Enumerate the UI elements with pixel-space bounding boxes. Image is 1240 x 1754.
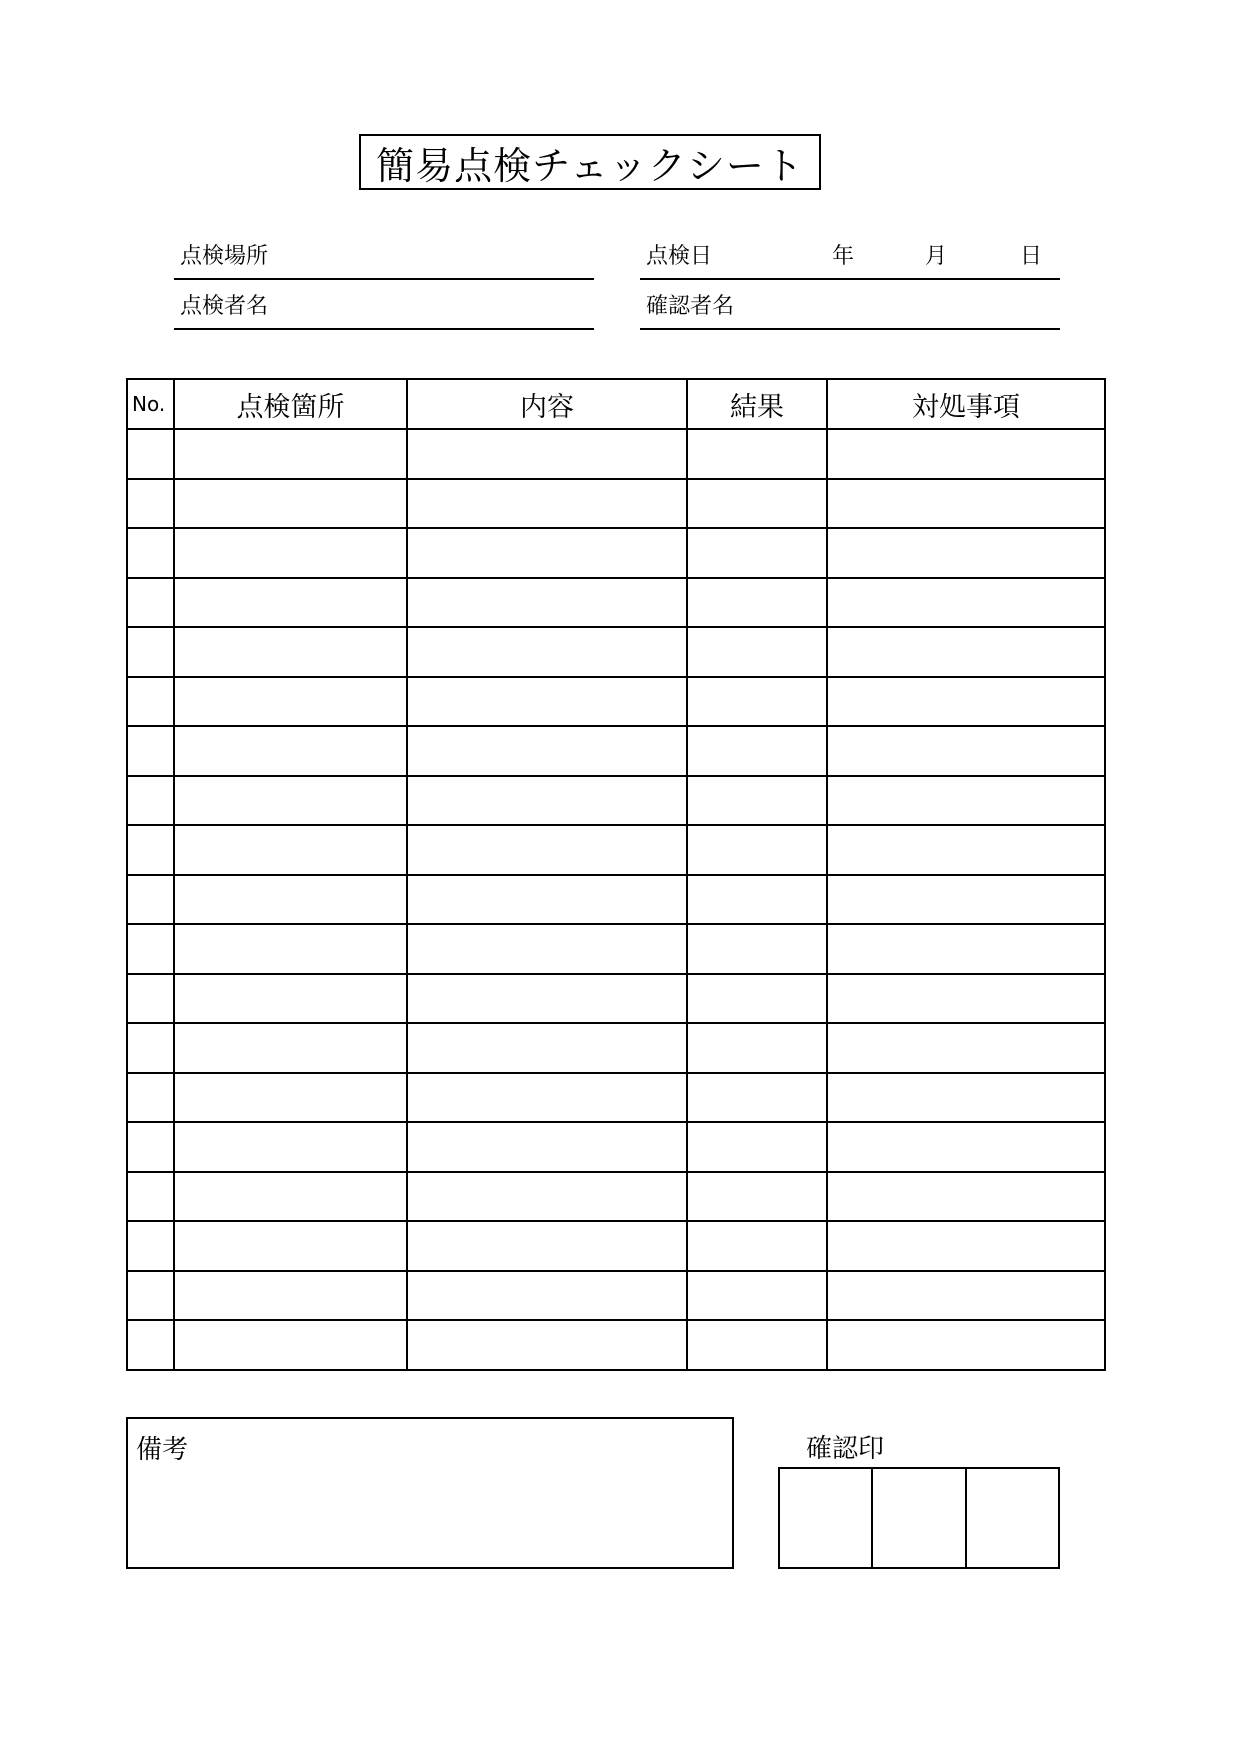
date-day-label: 日 [1020, 244, 1043, 269]
cell-location[interactable] [174, 1073, 407, 1123]
table-header-row [127, 379, 1105, 429]
cell-no[interactable] [127, 627, 174, 677]
cell-no[interactable] [127, 825, 174, 875]
stamp-cell[interactable] [967, 1469, 1058, 1567]
cell-content[interactable] [407, 726, 687, 776]
cell-location[interactable] [174, 726, 407, 776]
cell-no[interactable] [127, 1023, 174, 1073]
cell-no[interactable] [127, 429, 174, 479]
cell-result[interactable] [687, 924, 827, 974]
cell-result[interactable] [687, 479, 827, 529]
cell-location[interactable] [174, 1221, 407, 1271]
cell-action[interactable] [827, 429, 1105, 479]
cell-location[interactable] [174, 1271, 407, 1321]
date-month-label: 月 [925, 244, 948, 269]
cell-location[interactable] [174, 677, 407, 727]
cell-action[interactable] [827, 776, 1105, 826]
cell-result[interactable] [687, 429, 827, 479]
cell-action[interactable] [827, 1073, 1105, 1123]
cell-content[interactable] [407, 479, 687, 529]
cell-result[interactable] [687, 726, 827, 776]
cell-action[interactable] [827, 627, 1105, 677]
table-row [127, 1073, 1105, 1123]
cell-location[interactable] [174, 974, 407, 1024]
remarks-box[interactable] [126, 1417, 734, 1569]
cell-content[interactable] [407, 1073, 687, 1123]
cell-content[interactable] [407, 825, 687, 875]
stamp-grid [778, 1467, 1060, 1569]
page-title: 簡易点検チェックシート [359, 134, 821, 190]
cell-no[interactable] [127, 974, 174, 1024]
table-row [127, 578, 1105, 628]
table-row [127, 1221, 1105, 1271]
cell-action[interactable] [827, 1172, 1105, 1222]
cell-action[interactable] [827, 528, 1105, 578]
cell-action[interactable] [827, 479, 1105, 529]
cell-no[interactable] [127, 1073, 174, 1123]
cell-result[interactable] [687, 974, 827, 1024]
cell-result[interactable] [687, 1320, 827, 1370]
cell-location[interactable] [174, 528, 407, 578]
cell-result[interactable] [687, 825, 827, 875]
confirmer-field[interactable] [640, 294, 1060, 330]
date-label: 点検日 [646, 244, 713, 269]
cell-content[interactable] [407, 1221, 687, 1271]
cell-result[interactable] [687, 1172, 827, 1222]
table-body [127, 429, 1105, 1370]
table-row [127, 726, 1105, 776]
date-year-label: 年 [832, 244, 855, 269]
table-row [127, 1122, 1105, 1172]
cell-action[interactable] [827, 825, 1105, 875]
cell-content[interactable] [407, 1320, 687, 1370]
inspector-label: 点検者名 [180, 294, 269, 319]
table-row [127, 677, 1105, 727]
stamp-cell[interactable] [780, 1469, 873, 1567]
header-content: 内容 [407, 379, 687, 429]
table-row [127, 1320, 1105, 1370]
cell-result[interactable] [687, 1122, 827, 1172]
inspector-field[interactable] [174, 294, 594, 330]
cell-result[interactable] [687, 528, 827, 578]
location-label: 点検場所 [180, 244, 269, 269]
stamp-label: 確認印 [806, 1434, 885, 1464]
cell-location[interactable] [174, 627, 407, 677]
cell-result[interactable] [687, 776, 827, 826]
header-no: No. [127, 379, 174, 429]
cell-location[interactable] [174, 776, 407, 826]
cell-result[interactable] [687, 627, 827, 677]
cell-content[interactable] [407, 974, 687, 1024]
cell-content[interactable] [407, 875, 687, 925]
cell-no[interactable] [127, 924, 174, 974]
cell-result[interactable] [687, 578, 827, 628]
table-row [127, 924, 1105, 974]
header-action: 対処事項 [827, 379, 1105, 429]
cell-content[interactable] [407, 1172, 687, 1222]
remarks-label: 備考 [136, 1435, 189, 1465]
cell-no[interactable] [127, 479, 174, 529]
cell-location[interactable] [174, 924, 407, 974]
table-row [127, 825, 1105, 875]
inspection-table [126, 378, 1106, 1371]
cell-location[interactable] [174, 578, 407, 628]
cell-no[interactable] [127, 1122, 174, 1172]
cell-no[interactable] [127, 677, 174, 727]
cell-location[interactable] [174, 429, 407, 479]
cell-content[interactable] [407, 677, 687, 727]
table-row [127, 429, 1105, 479]
cell-content[interactable] [407, 924, 687, 974]
cell-action[interactable] [827, 875, 1105, 925]
cell-content[interactable] [407, 578, 687, 628]
header-location: 点検箇所 [174, 379, 407, 429]
cell-no[interactable] [127, 1221, 174, 1271]
cell-location[interactable] [174, 1023, 407, 1073]
cell-no[interactable] [127, 1172, 174, 1222]
table-row [127, 1023, 1105, 1073]
cell-content[interactable] [407, 1023, 687, 1073]
cell-action[interactable] [827, 578, 1105, 628]
cell-no[interactable] [127, 875, 174, 925]
table-row [127, 974, 1105, 1024]
confirmer-label: 確認者名 [646, 294, 735, 319]
cell-location[interactable] [174, 1122, 407, 1172]
cell-content[interactable] [407, 1122, 687, 1172]
cell-no[interactable] [127, 726, 174, 776]
cell-result[interactable] [687, 1023, 827, 1073]
cell-content[interactable] [407, 776, 687, 826]
cell-action[interactable] [827, 1221, 1105, 1271]
cell-action[interactable] [827, 1320, 1105, 1370]
header-result: 結果 [687, 379, 827, 429]
cell-action[interactable] [827, 1023, 1105, 1073]
cell-result[interactable] [687, 1073, 827, 1123]
cell-action[interactable] [827, 924, 1105, 974]
cell-no[interactable] [127, 776, 174, 826]
cell-action[interactable] [827, 677, 1105, 727]
cell-result[interactable] [687, 1271, 827, 1321]
cell-content[interactable] [407, 1271, 687, 1321]
cell-no[interactable] [127, 1320, 174, 1370]
cell-no[interactable] [127, 528, 174, 578]
cell-location[interactable] [174, 1172, 407, 1222]
cell-result[interactable] [687, 677, 827, 727]
cell-content[interactable] [407, 528, 687, 578]
cell-location[interactable] [174, 1320, 407, 1370]
stamp-cell[interactable] [873, 1469, 966, 1567]
cell-action[interactable] [827, 726, 1105, 776]
cell-content[interactable] [407, 429, 687, 479]
cell-action[interactable] [827, 1122, 1105, 1172]
table-row [127, 528, 1105, 578]
table-row [127, 1271, 1105, 1321]
cell-location[interactable] [174, 479, 407, 529]
table-row [127, 1172, 1105, 1222]
table-row [127, 627, 1105, 677]
table-row [127, 776, 1105, 826]
date-field[interactable] [640, 244, 1060, 280]
cell-location[interactable] [174, 875, 407, 925]
table-row [127, 875, 1105, 925]
cell-result[interactable] [687, 875, 827, 925]
cell-action[interactable] [827, 974, 1105, 1024]
location-field[interactable] [174, 244, 594, 280]
cell-result[interactable] [687, 1221, 827, 1271]
cell-no[interactable] [127, 578, 174, 628]
cell-content[interactable] [407, 627, 687, 677]
cell-no[interactable] [127, 1271, 174, 1321]
cell-location[interactable] [174, 825, 407, 875]
table-row [127, 479, 1105, 529]
cell-action[interactable] [827, 1271, 1105, 1321]
